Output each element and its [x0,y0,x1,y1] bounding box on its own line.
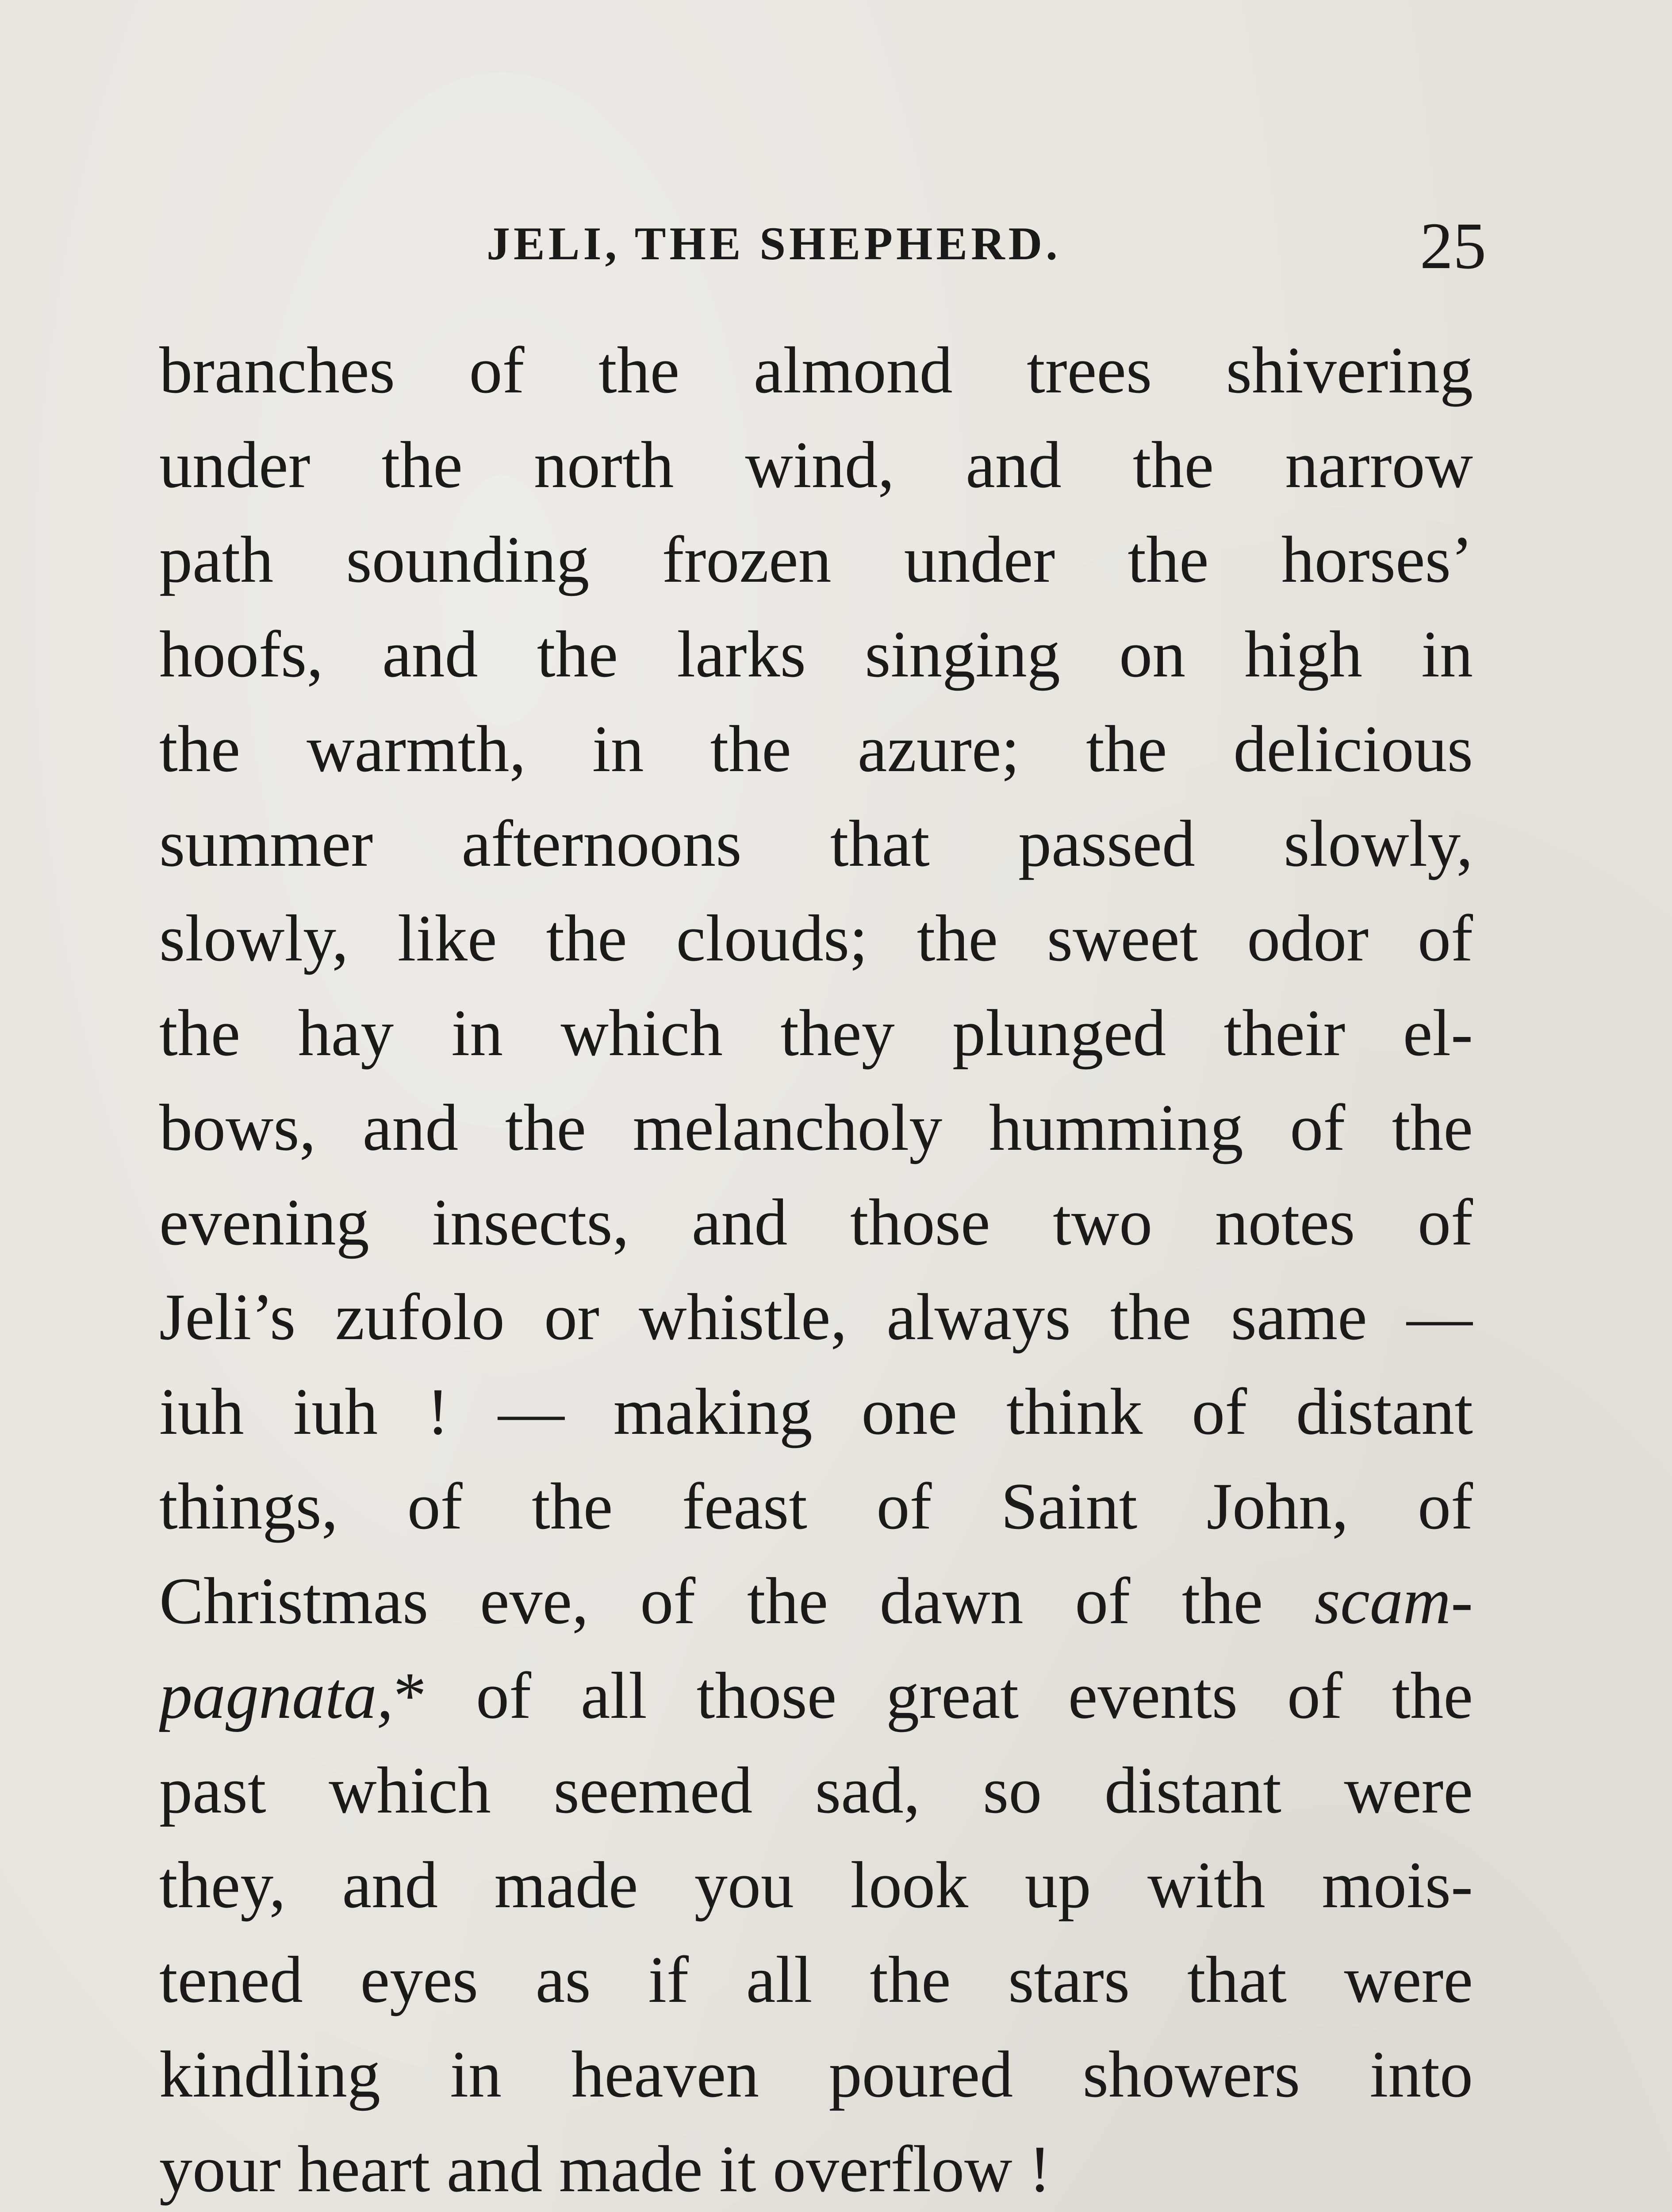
text-line: your heart and made it overflow ! [159,2132,1051,2206]
text-line: iuh iuh ! — making one think of distant [159,1375,1473,1448]
text-line: tened eyes as if all the stars that were [159,1943,1473,2016]
text-line: they, and made you look up with mois- [159,1848,1473,1922]
page-number: 25 [1420,209,1486,283]
text-line [159,1648,1473,1743]
text-line: under the north wind, and the narrow [159,428,1473,502]
italic-word: pagnata, [159,1659,394,1732]
text-line: things, of the feast of Saint John, of [159,1470,1473,1543]
text-line: the warmth, in the azure; the delicious [159,712,1473,786]
text-segment: * of all those great events of the [393,1659,1473,1732]
italic-word: scam- [1314,1564,1473,1638]
running-title: JELI, THE SHEPHERD. [487,218,1061,269]
text-line: bows, and the melancholy humming of the [159,1091,1473,1164]
text-line: kindling in heaven poured showers into [159,2038,1473,2111]
body-text [159,323,1473,2212]
text-segment: Christmas eve, of the dawn of the [159,1564,1263,1638]
text-line: path sounding frozen under the horses’ [159,523,1473,596]
text-line: evening insects, and those two notes of [159,1186,1473,1259]
text-line: Jeli’s zufolo or whistle, always the same — [159,1280,1473,1354]
text-line [159,1554,1473,1648]
text-line: slowly, like the clouds; the sweet odor of [159,902,1473,975]
page-header [487,208,1486,296]
text-line: past which seemed sad, so distant were [159,1754,1473,1827]
text-line: branches of the almond trees shivering [159,334,1473,407]
text-line: summer afternoons that passed slowly, [159,807,1473,880]
text-line: hoofs, and the larks singing on high in [159,618,1473,691]
text-line: the hay in which they plunged their el- [159,996,1473,1070]
